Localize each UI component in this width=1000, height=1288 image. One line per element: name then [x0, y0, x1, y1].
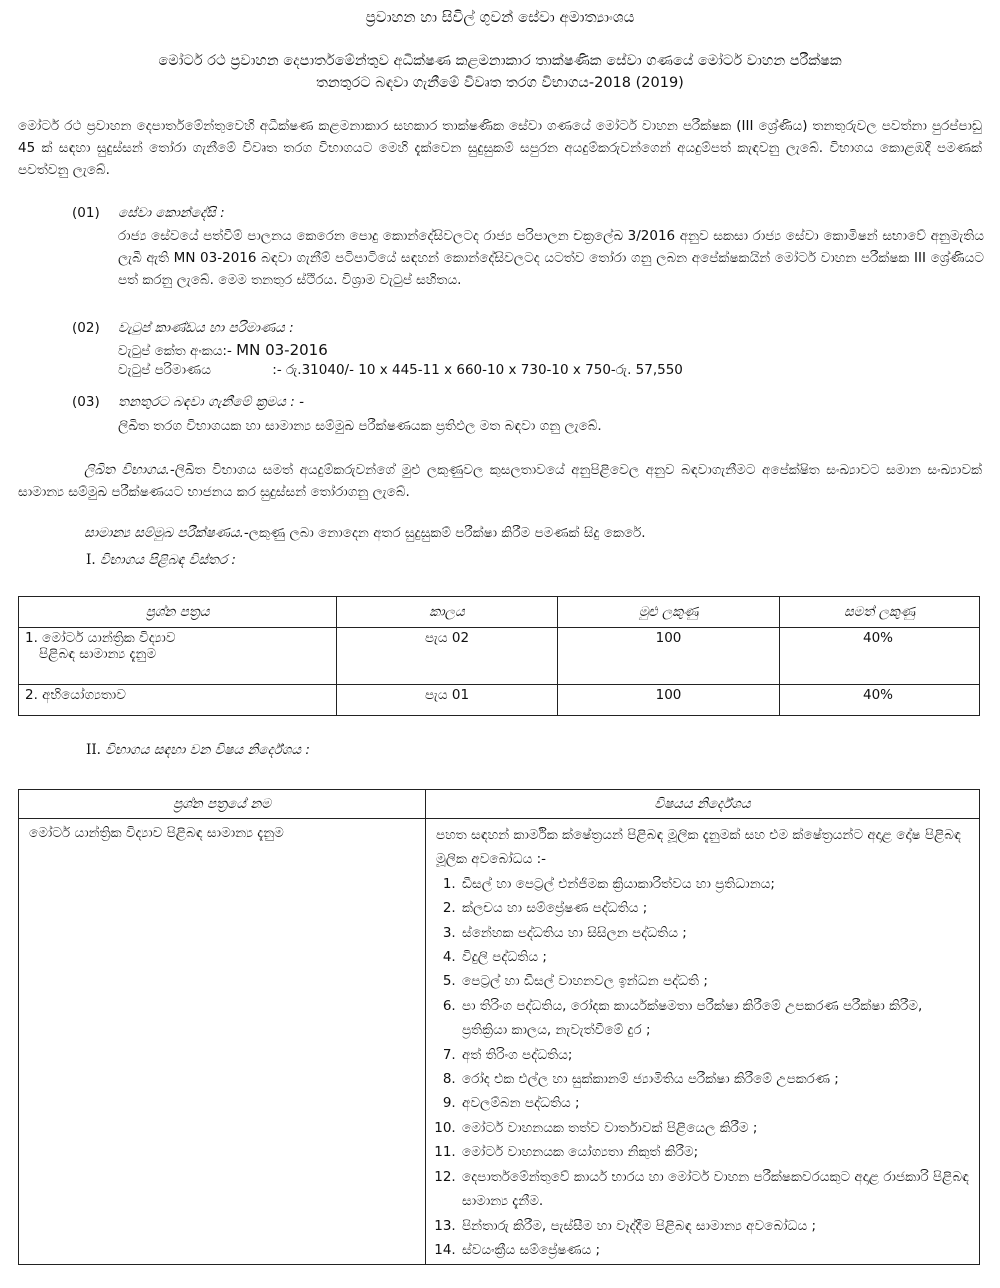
interview-label: සාමාන්‍ය සම්මුඛ පරීක්ෂණය.- — [84, 525, 249, 541]
part1-heading — [86, 552, 236, 568]
salary-scale-line — [118, 362, 683, 378]
written-exam-paragraph — [18, 459, 982, 503]
syllabus-item: 5. පෙට්‍රල් හා ඩීසල් වාහනවල ඉන්ධන පද්ධති ; — [460, 969, 971, 993]
salary-code-value: MN 03-2016 — [236, 341, 328, 359]
col-header-paper: ප්‍රශ්න පත්‍රය — [19, 597, 337, 628]
written-exam-text: ලිඛිත විභාගය සමත් අයදුම්කරුවන්ගේ මුළු ලකුණුවල කුසලතාවයේ අනුපිළිවෙල අනුව බඳවාගැනීමට අපේක්ෂිත සංඛ්‍යාවට සමාන සංඛ්‍යාවක් සාමාන්‍ය සම්මුඛ පරීක්ෂණයට භාජනය කර සුදුස්සන් තෝරාගනු ලැබේ. — [18, 462, 982, 500]
exam-details-table — [18, 596, 980, 716]
col-header-pass: සමත් ලකුණු — [780, 597, 980, 628]
salary-code-line — [118, 341, 328, 359]
exam-title — [30, 50, 970, 94]
part1-title: විභාගය පිළිබඳ විස්තර : — [99, 552, 236, 568]
paper-cell: 2. අභියෝග්‍යතාව — [19, 685, 337, 716]
syllabus-item: 12. දෙපාර්තමේන්තුවේ කාර්ය භාරය හා මෝටර් වාහන පරීක්ෂකවරයකුට අදාළ රාජකාරි පිළිබඳ සාමාන්‍ය දැනීම. — [460, 1165, 971, 1214]
syllabus-item: 11. මෝටර් වාහනයක යෝග්‍යතා නිකුත් කිරීම; — [460, 1140, 971, 1164]
salary-code-label: වැටුප් කේත අංකය:- — [118, 343, 232, 359]
exam-title-line2: තනතුරට බඳවා ගැනීමේ විවෘත තරග විභාගය-2018 (2019) — [316, 75, 684, 91]
ministry-heading: ප්‍රවාහන හා සිවිල් ගුවන් සේවා අමාත්‍යාංශය — [365, 8, 635, 26]
syllabus-item: 7. අත් තිරිංග පද්ධතිය; — [460, 1043, 971, 1067]
syllabus-cell — [426, 819, 980, 1265]
paper-name-line2: පිළිබඳ සාමාන්‍ය දැනුම — [39, 646, 157, 662]
section-02-heading: වැටුප් කාණ්ඩය හා පරිමාණය : — [118, 320, 294, 336]
salary-scale-label: වැටුප් පරිමාණය — [118, 362, 211, 378]
exam-title-line1: මෝටර් රථ ප්‍රවාහන දෙපාර්තමේන්තුව අධීක්ෂණ කළමනාකාර තාක්ෂණික සේවා ගණයේ මෝටර් වාහන පරීක්ෂක — [158, 53, 842, 69]
paper-cell — [19, 628, 337, 685]
table-header-row — [19, 790, 980, 819]
syllabus-item: 8. රෝද එක එල්ල හා සුක්කානම් ජ්‍යාමිතිය පරීක්ෂා කිරීමේ උපකරණ ; — [460, 1067, 971, 1091]
syllabus-item: 2. ක්ලචය හා සම්ප්‍රේෂණ පද්ධතිය ; — [460, 896, 971, 920]
paper-name-line1: 1. මෝටර් යාන්ත්‍රික විද්‍යාව — [25, 630, 176, 646]
time-cell: පැය 01 — [337, 685, 558, 716]
table-header-row — [19, 597, 980, 628]
interview-text: ලකුණු ලබා නොදෙන අතර සුදුසුකම් පරීක්ෂා කිරීම පමණක් සිදු කෙරේ. — [248, 525, 646, 541]
syllabus-item: 6. පා තිරිංග පද්ධතිය, රෝදක කාර්යක්ෂමතා පරීක්ෂා කිරීමේ උපකරණ පරීක්ෂා කිරීම, ප්‍රතික්‍රියා කාලය, නැවැත්වීමේ දුර ; — [460, 994, 971, 1043]
section-03-body: ලිඛිත තරග විභාගයක හා සාමාන්‍ය සම්මුඛ පරීක්ෂණයක ප්‍රතිඵල මත බඳවා ගනු ලැබේ. — [118, 418, 602, 434]
syllabus-item: 13. පින්තාරු කිරීම, පැස්සීම හා වෑද්දීම පිළිබඳ සාමාන්‍ය අවබෝධය ; — [460, 1214, 971, 1238]
pass-marks-cell: 40% — [780, 685, 980, 716]
col-header-paper-name: ප්‍රශ්න පත්‍රයේ නම — [19, 790, 426, 819]
section-01-body: රාජ්‍ය සේවයේ පත්වීම් පාලනය කෙරෙන පොදු කොන්දේසිවලටද රාජ්‍ය පරිපාලන චක්‍රලේඛ 3/2016 අනුව සකසා රාජ්‍ය සේවා කොමිෂන් සභාවේ අනුමැතිය ලැබී ඇති MN 03-2016 බඳවා ගැනීම් පටිපාටියේ සඳහන් කොන්දේසිවලටද යටත්ව තෝරා ගනු ලබන අපේක්ෂකයින් මෝටර් වාහන පරීක්ෂක III ශ්‍රේණියට පත් කරනු ලැබේ. මෙම තනතුර ස්ථිරය. විශ්‍රාම වැටුප් සහිතය. — [118, 228, 984, 288]
table-row — [19, 819, 980, 1265]
written-exam-label: ලිඛිත විභාගය.- — [84, 462, 175, 478]
syllabus-item: 10. මෝටර් වාහනයක තත්ව වාර්තාවක් පිළියෙල කිරීම ; — [460, 1116, 971, 1140]
table-row — [19, 628, 980, 685]
table-row — [19, 685, 980, 716]
section-02-number: (02) — [72, 320, 100, 336]
part2-heading — [86, 742, 310, 758]
section-01-number: (01) — [72, 205, 100, 221]
time-cell: පැය 02 — [337, 628, 558, 685]
paper-name-cell: මෝටර් යාන්ත්‍රික විද්‍යාව පිළිබඳ සාමාන්‍ය දැනුම — [19, 819, 426, 1265]
syllabus-item: 4. විදුලි පද්ධතිය ; — [460, 945, 971, 969]
part1-roman: I. — [86, 552, 96, 568]
section-01-heading: සේවා කොන්දේසි : — [118, 205, 225, 221]
syllabus-item: 3. ස්නේහක පද්ධතිය හා සිසිලන පද්ධතිය ; — [460, 921, 971, 945]
syllabus-item: 1. ඩීසල් හා පෙට්‍රල් එන්ජිමක ක්‍රියාකාරිත්වය හා ප්‍රතිධානය; — [460, 872, 971, 896]
col-header-time: කාලය — [337, 597, 558, 628]
total-marks-cell: 100 — [558, 685, 780, 716]
syllabus-item: 9. අවලම්බන පද්ධතිය ; — [460, 1091, 971, 1115]
syllabus-intro: පහත සඳහන් කාර්මික ක්ෂේත්‍රයන් පිළිබඳ මූලික දැනුමක් සහ එම ක්ෂේත්‍රයන්ට අදාළ දෝෂ පිළිබඳ මූලික අවබෝධය :- — [436, 827, 961, 868]
intro-paragraph: මෝටර් රථ ප්‍රවාහන දෙපාර්තමේන්තුවෙහි අධීක්ෂණ කළමනාකාර සහකාර තාක්ෂණික සේවා ගණයේ මෝටර් වාහන පරීක්ෂක (III ශ්‍රේණිය) තනතුරුවල පවත්නා පුරප්පාඩු 45 ක් සඳහා සුදුස්සන් තෝරා ගැනීමේ විවෘත තරග විභාගයට මෙහි දැක්වෙන සුදුසුකම් සපුරන අයදුම්කරුවන්ගෙන් අයදුම්පත් කැඳවනු ලැබේ. විභාගය කොළඹදී පමණක් පවත්වනු ලැබේ. — [18, 118, 982, 178]
col-header-syllabus: විෂයය නිර්දේශය — [426, 790, 980, 819]
pass-marks-cell: 40% — [780, 628, 980, 685]
syllabus-list — [436, 872, 971, 1263]
syllabus-table — [18, 789, 980, 1265]
part2-title: විභාගය සඳහා වන විෂය නිර්දේශය : — [105, 742, 310, 758]
section-03-number: (03) — [72, 394, 100, 410]
interview-paragraph — [18, 522, 982, 544]
syllabus-item: 14. ස්වයංක්‍රීය සම්ප්‍රේෂණය ; — [460, 1238, 971, 1262]
total-marks-cell: 100 — [558, 628, 780, 685]
part2-roman: II. — [86, 742, 101, 758]
section-03-heading: තනතුරට බඳවා ගැනීමේ ක්‍රමය : - — [118, 394, 304, 410]
salary-scale-value: :- රු.31040/- 10 x 445-11 x 660-10 x 730-10 x 750-රු. 57,550 — [272, 362, 683, 378]
col-header-total: මුළු ලකුණු — [558, 597, 780, 628]
